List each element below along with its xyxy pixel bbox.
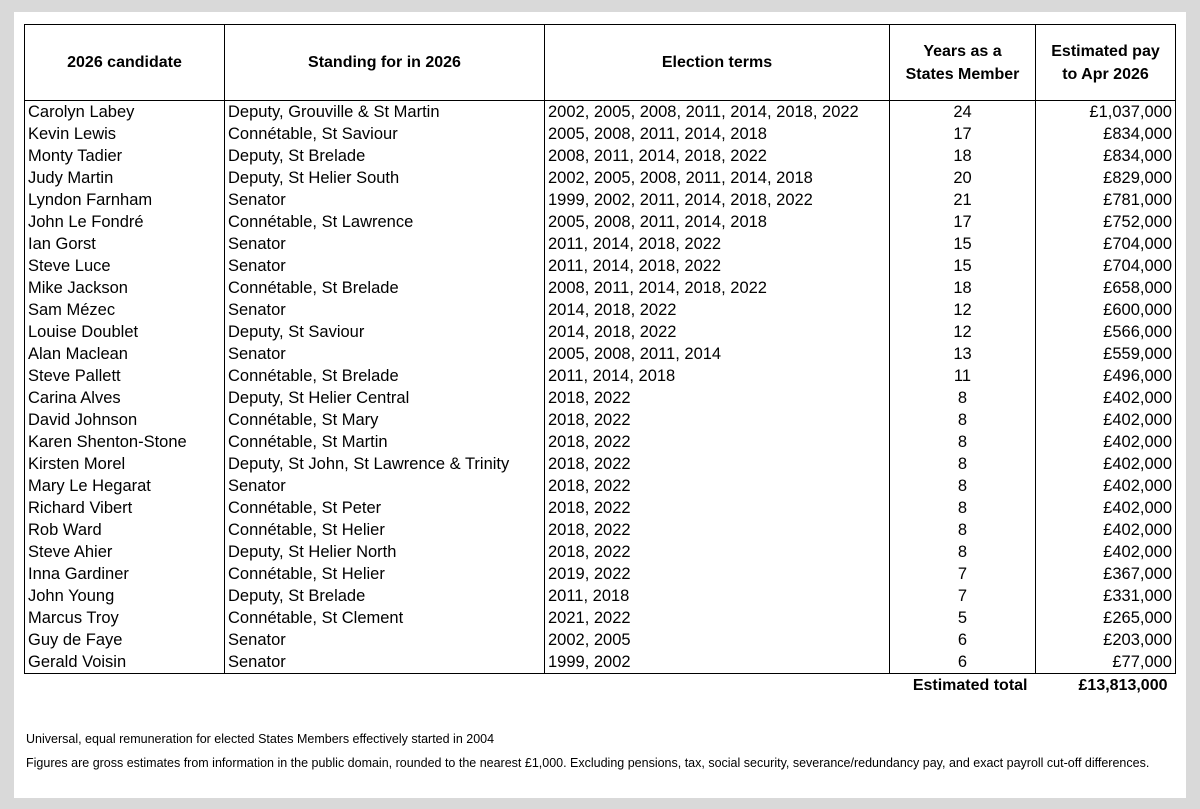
total-blank <box>25 674 225 699</box>
cell-pay: £77,000 <box>1036 651 1176 674</box>
cell-standing: Deputy, St Saviour <box>225 321 545 343</box>
table-row <box>25 123 1176 145</box>
table-row <box>25 101 1176 124</box>
cell-candidate: Gerald Voisin <box>25 651 225 674</box>
cell-standing: Connétable, St Helier <box>225 563 545 585</box>
cell-standing: Senator <box>225 629 545 651</box>
cell-years: 8 <box>890 387 1036 409</box>
footnotes <box>26 731 1166 779</box>
cell-terms: 2018, 2022 <box>545 497 890 519</box>
cell-years: 7 <box>890 563 1036 585</box>
cell-candidate: Marcus Troy <box>25 607 225 629</box>
cell-terms: 2011, 2014, 2018 <box>545 365 890 387</box>
cell-years: 13 <box>890 343 1036 365</box>
cell-terms: 2011, 2018 <box>545 585 890 607</box>
table-row <box>25 211 1176 233</box>
cell-standing: Senator <box>225 343 545 365</box>
table-row <box>25 497 1176 519</box>
header-pay <box>1036 25 1176 101</box>
cell-terms: 2005, 2008, 2011, 2014, 2018 <box>545 211 890 233</box>
table-row <box>25 321 1176 343</box>
cell-pay: £402,000 <box>1036 387 1176 409</box>
cell-candidate: Carina Alves <box>25 387 225 409</box>
table-row <box>25 387 1176 409</box>
total-row <box>25 674 1176 699</box>
cell-terms: 2018, 2022 <box>545 387 890 409</box>
cell-candidate: Ian Gorst <box>25 233 225 255</box>
table-row <box>25 519 1176 541</box>
table-row <box>25 365 1176 387</box>
cell-candidate: Kirsten Morel <box>25 453 225 475</box>
cell-years: 17 <box>890 123 1036 145</box>
cell-pay: £402,000 <box>1036 519 1176 541</box>
cell-candidate: Rob Ward <box>25 519 225 541</box>
cell-years: 24 <box>890 101 1036 124</box>
cell-standing: Connétable, St Martin <box>225 431 545 453</box>
table-row <box>25 585 1176 607</box>
cell-candidate: Richard Vibert <box>25 497 225 519</box>
header-years-line1: Years as a <box>923 42 1002 60</box>
header-terms: Election terms <box>545 25 890 101</box>
table-row <box>25 629 1176 651</box>
cell-terms: 1999, 2002 <box>545 651 890 674</box>
cell-candidate: Karen Shenton-Stone <box>25 431 225 453</box>
cell-pay: £704,000 <box>1036 233 1176 255</box>
cell-terms: 2002, 2005, 2008, 2011, 2014, 2018 <box>545 167 890 189</box>
cell-pay: £704,000 <box>1036 255 1176 277</box>
table-row <box>25 145 1176 167</box>
cell-pay: £367,000 <box>1036 563 1176 585</box>
table-row <box>25 563 1176 585</box>
cell-years: 20 <box>890 167 1036 189</box>
footnote-methodology: Figures are gross estimates from information in the public domain, rounded to the nearest £1,000. Excluding pensions, tax, social security, severance/redundancy pay, and exact payroll cut-off differences. <box>26 756 1150 770</box>
cell-terms: 2019, 2022 <box>545 563 890 585</box>
table-row <box>25 233 1176 255</box>
cell-standing: Connétable, St Brelade <box>225 365 545 387</box>
cell-terms: 2008, 2011, 2014, 2018, 2022 <box>545 145 890 167</box>
table-row <box>25 277 1176 299</box>
cell-years: 18 <box>890 277 1036 299</box>
cell-years: 8 <box>890 431 1036 453</box>
footnote-remuneration: Universal, equal remuneration for elected States Members effectively started in 2004 <box>26 732 495 746</box>
cell-standing: Connétable, St Helier <box>225 519 545 541</box>
cell-years: 5 <box>890 607 1036 629</box>
table-row <box>25 651 1176 674</box>
cell-years: 12 <box>890 321 1036 343</box>
cell-standing: Senator <box>225 255 545 277</box>
table-row <box>25 409 1176 431</box>
cell-years: 8 <box>890 519 1036 541</box>
cell-candidate: Carolyn Labey <box>25 101 225 124</box>
cell-years: 8 <box>890 475 1036 497</box>
cell-standing: Senator <box>225 299 545 321</box>
cell-years: 8 <box>890 497 1036 519</box>
cell-standing: Senator <box>225 189 545 211</box>
cell-standing: Connétable, St Mary <box>225 409 545 431</box>
cell-years: 11 <box>890 365 1036 387</box>
cell-candidate: Mary Le Hegarat <box>25 475 225 497</box>
cell-years: 21 <box>890 189 1036 211</box>
sheet <box>14 12 1186 798</box>
cell-standing: Deputy, St Helier North <box>225 541 545 563</box>
cell-pay: £752,000 <box>1036 211 1176 233</box>
table-row <box>25 255 1176 277</box>
cell-standing: Deputy, St John, St Lawrence & Trinity <box>225 453 545 475</box>
cell-pay: £658,000 <box>1036 277 1176 299</box>
cell-terms: 2005, 2008, 2011, 2014 <box>545 343 890 365</box>
header-years-line2: States Member <box>905 65 1020 83</box>
cell-candidate: Sam Mézec <box>25 299 225 321</box>
cell-standing: Deputy, St Brelade <box>225 585 545 607</box>
cell-standing: Senator <box>225 651 545 674</box>
table-body <box>25 101 1176 674</box>
table-row <box>25 343 1176 365</box>
cell-candidate: David Johnson <box>25 409 225 431</box>
cell-pay: £265,000 <box>1036 607 1176 629</box>
cell-standing: Connétable, St Lawrence <box>225 211 545 233</box>
cell-pay: £829,000 <box>1036 167 1176 189</box>
total-blank <box>225 674 545 699</box>
header-standing: Standing for in 2026 <box>225 25 545 101</box>
cell-pay: £834,000 <box>1036 123 1176 145</box>
cell-pay: £402,000 <box>1036 431 1176 453</box>
cell-candidate: Judy Martin <box>25 167 225 189</box>
cell-terms: 2002, 2005 <box>545 629 890 651</box>
pay-table <box>24 24 1176 698</box>
table-row <box>25 431 1176 453</box>
cell-pay: £402,000 <box>1036 497 1176 519</box>
cell-pay: £402,000 <box>1036 453 1176 475</box>
cell-candidate: Kevin Lewis <box>25 123 225 145</box>
cell-candidate: Louise Doublet <box>25 321 225 343</box>
cell-standing: Deputy, Grouville & St Martin <box>225 101 545 124</box>
cell-pay: £559,000 <box>1036 343 1176 365</box>
cell-pay: £1,037,000 <box>1036 101 1176 124</box>
header-row <box>25 25 1176 101</box>
cell-candidate: Mike Jackson <box>25 277 225 299</box>
cell-candidate: Alan Maclean <box>25 343 225 365</box>
cell-candidate: Lyndon Farnham <box>25 189 225 211</box>
cell-years: 15 <box>890 255 1036 277</box>
total-blank <box>545 674 890 699</box>
cell-years: 17 <box>890 211 1036 233</box>
cell-years: 6 <box>890 651 1036 674</box>
cell-years: 6 <box>890 629 1036 651</box>
total-value: £13,813,000 <box>1078 677 1168 694</box>
cell-terms: 2018, 2022 <box>545 409 890 431</box>
cell-pay: £402,000 <box>1036 541 1176 563</box>
cell-years: 12 <box>890 299 1036 321</box>
cell-years: 18 <box>890 145 1036 167</box>
table-row <box>25 541 1176 563</box>
cell-candidate: Steve Pallett <box>25 365 225 387</box>
cell-pay: £834,000 <box>1036 145 1176 167</box>
cell-terms: 2002, 2005, 2008, 2011, 2014, 2018, 2022 <box>545 101 890 124</box>
total-label: Estimated total <box>912 677 1028 694</box>
cell-years: 15 <box>890 233 1036 255</box>
cell-pay: £496,000 <box>1036 365 1176 387</box>
header-candidate: 2026 candidate <box>25 25 225 101</box>
cell-candidate: Guy de Faye <box>25 629 225 651</box>
cell-pay: £566,000 <box>1036 321 1176 343</box>
table-row <box>25 299 1176 321</box>
cell-standing: Senator <box>225 233 545 255</box>
cell-pay: £402,000 <box>1036 409 1176 431</box>
cell-pay: £600,000 <box>1036 299 1176 321</box>
cell-terms: 2018, 2022 <box>545 475 890 497</box>
cell-terms: 2018, 2022 <box>545 453 890 475</box>
cell-standing: Connétable, St Brelade <box>225 277 545 299</box>
cell-terms: 1999, 2002, 2011, 2014, 2018, 2022 <box>545 189 890 211</box>
cell-years: 8 <box>890 409 1036 431</box>
cell-terms: 2018, 2022 <box>545 541 890 563</box>
cell-years: 8 <box>890 453 1036 475</box>
cell-terms: 2008, 2011, 2014, 2018, 2022 <box>545 277 890 299</box>
cell-standing: Senator <box>225 475 545 497</box>
cell-pay: £331,000 <box>1036 585 1176 607</box>
header-years <box>890 25 1036 101</box>
cell-candidate: Steve Ahier <box>25 541 225 563</box>
cell-candidate: John Young <box>25 585 225 607</box>
cell-years: 7 <box>890 585 1036 607</box>
cell-terms: 2018, 2022 <box>545 519 890 541</box>
cell-candidate: John Le Fondré <box>25 211 225 233</box>
table-row <box>25 607 1176 629</box>
cell-candidate: Monty Tadier <box>25 145 225 167</box>
table-row <box>25 453 1176 475</box>
cell-standing: Connétable, St Clement <box>225 607 545 629</box>
cell-terms: 2014, 2018, 2022 <box>545 321 890 343</box>
cell-candidate: Steve Luce <box>25 255 225 277</box>
cell-standing: Deputy, St Brelade <box>225 145 545 167</box>
cell-standing: Connétable, St Peter <box>225 497 545 519</box>
cell-terms: 2011, 2014, 2018, 2022 <box>545 255 890 277</box>
cell-standing: Deputy, St Helier South <box>225 167 545 189</box>
cell-terms: 2011, 2014, 2018, 2022 <box>545 233 890 255</box>
cell-pay: £781,000 <box>1036 189 1176 211</box>
cell-terms: 2014, 2018, 2022 <box>545 299 890 321</box>
cell-years: 8 <box>890 541 1036 563</box>
header-pay-line1: Estimated pay <box>1051 42 1160 60</box>
cell-standing: Connétable, St Saviour <box>225 123 545 145</box>
cell-terms: 2021, 2022 <box>545 607 890 629</box>
table-row <box>25 167 1176 189</box>
table-row <box>25 189 1176 211</box>
table-row <box>25 475 1176 497</box>
cell-terms: 2005, 2008, 2011, 2014, 2018 <box>545 123 890 145</box>
cell-pay: £203,000 <box>1036 629 1176 651</box>
header-pay-line2: to Apr 2026 <box>1062 65 1149 83</box>
cell-terms: 2018, 2022 <box>545 431 890 453</box>
cell-standing: Deputy, St Helier Central <box>225 387 545 409</box>
cell-candidate: Inna Gardiner <box>25 563 225 585</box>
cell-pay: £402,000 <box>1036 475 1176 497</box>
